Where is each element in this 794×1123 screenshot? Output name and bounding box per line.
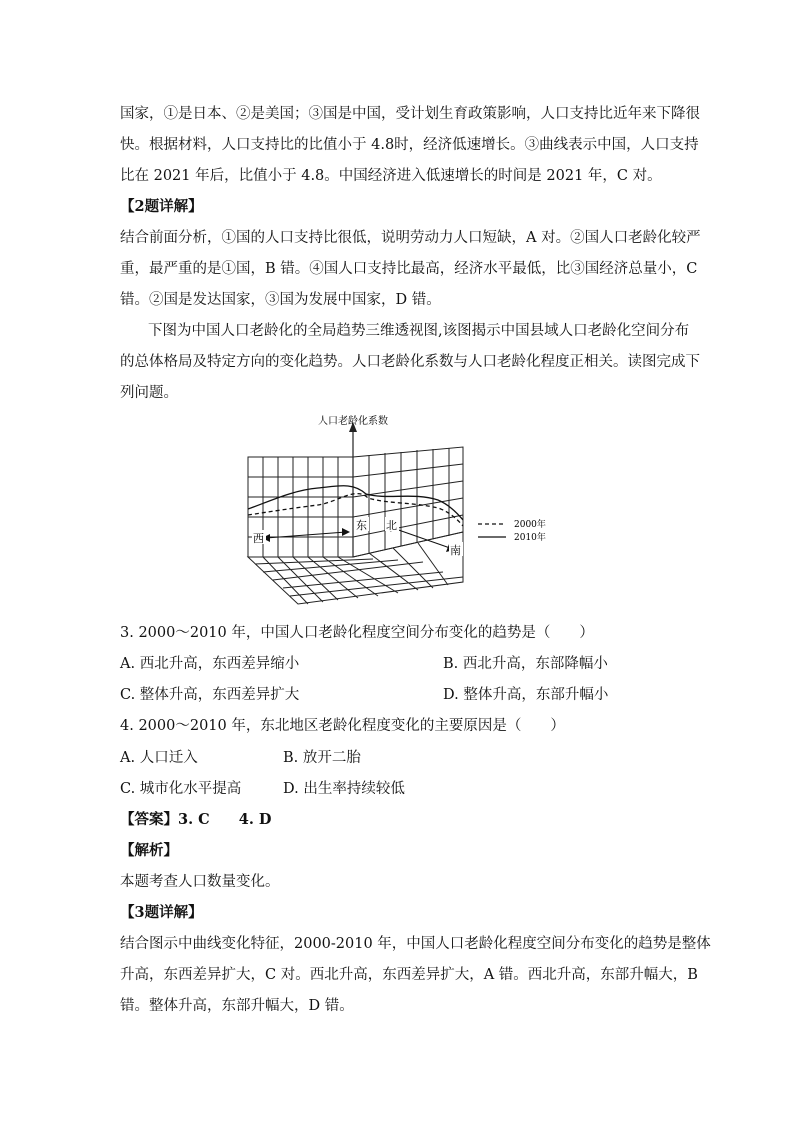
para1-line2: 快。根据材料，人口支持比的比值小于 4.8时，经济低速增长。③曲线表示中国，人口支持 — [120, 137, 699, 153]
q2-line1: 结合前面分析，①国的人口支持比很低，说明劳动力人口短缺，A 对。②国人口老龄化较严 — [120, 230, 701, 246]
legend-2010-label: 2010年 — [514, 533, 546, 543]
q3-option-a[interactable]: A. 西北升高，东西差异缩小 — [120, 656, 300, 672]
q2-line3: 错。②国是发达国家，③国为发展中国家，D 错。 — [120, 292, 441, 308]
q4-stem: 4. 2000～2010 年，东北地区老龄化程度变化的主要原因是（ ） — [120, 718, 565, 734]
q4-option-a[interactable]: A. 人口迁入 — [120, 750, 198, 766]
label-south: 南 — [450, 544, 461, 557]
q2-detail-heading: 【2题详解】 — [120, 198, 203, 215]
curve-2010 — [248, 486, 463, 520]
q3-detail-line1: 结合图示中曲线变化特征，2000-2010 年，中国人口老龄化程度空间分布变化的趋势是整体 — [120, 936, 711, 952]
para1-line1: 国家，①是日本、②是美国；③国是中国，受计划生育政策影响，人口支持比近年来下降很 — [120, 106, 700, 122]
q3-detail-line3: 错。整体升高，东部升幅大，D 错。 — [120, 998, 354, 1014]
q4-option-d[interactable]: D. 出生率持续较低 — [283, 781, 405, 797]
intro-line3: 列问题。 — [120, 385, 178, 401]
intro-line1: 下图为中国人口老龄化的全局趋势三维透视图,该图揭示中国县域人口老龄化空间分布 — [148, 323, 690, 339]
q3-detail-line2: 升高，东西差异扩大，C 对。西北升高，东西差异扩大，A 错。西北升高，东部升幅大，B — [120, 967, 698, 983]
para1-line3: 比在 2021 年后，比值小于 4.8。中国经济进入低速增长的时间是 2021 年，C 对。 — [120, 168, 662, 184]
intro-line2: 的总体格局及特定方向的变化趋势。人口老龄化系数与人口老龄化程度正相关。读图完成下 — [120, 354, 700, 370]
q3-option-d[interactable]: D. 整体升高，东部升幅小 — [443, 687, 609, 703]
q2-line2: 重，最严重的是①国，B 错。④国人口支持比最高，经济水平最低，比③国经济总量小，C — [120, 261, 698, 277]
label-east: 东 — [356, 519, 367, 532]
analysis-heading: 【解析】 — [120, 842, 178, 859]
q4-option-b[interactable]: B. 放开二胎 — [283, 750, 361, 766]
y-axis-label: 人口老龄化系数 — [318, 416, 388, 427]
analysis-text: 本题考查人口数量变化。 — [120, 874, 280, 890]
label-north: 北 — [386, 519, 397, 532]
q3-stem: 3. 2000～2010 年，中国人口老龄化程度空间分布变化的趋势是（ ） — [120, 625, 594, 641]
q3-option-b[interactable]: B. 西北升高，东部降幅小 — [443, 656, 608, 672]
answer-line: 【答案】3. C 4. D — [120, 811, 272, 828]
aging-trend-3d-figure — [238, 412, 558, 612]
label-west: 西 — [253, 532, 264, 545]
q3-option-c[interactable]: C. 整体升高，东西差异扩大 — [120, 687, 300, 703]
legend-2000-label: 2000年 — [514, 520, 546, 530]
q4-option-c[interactable]: C. 城市化水平提高 — [120, 781, 242, 797]
q3-detail-heading: 【3题详解】 — [120, 904, 203, 921]
